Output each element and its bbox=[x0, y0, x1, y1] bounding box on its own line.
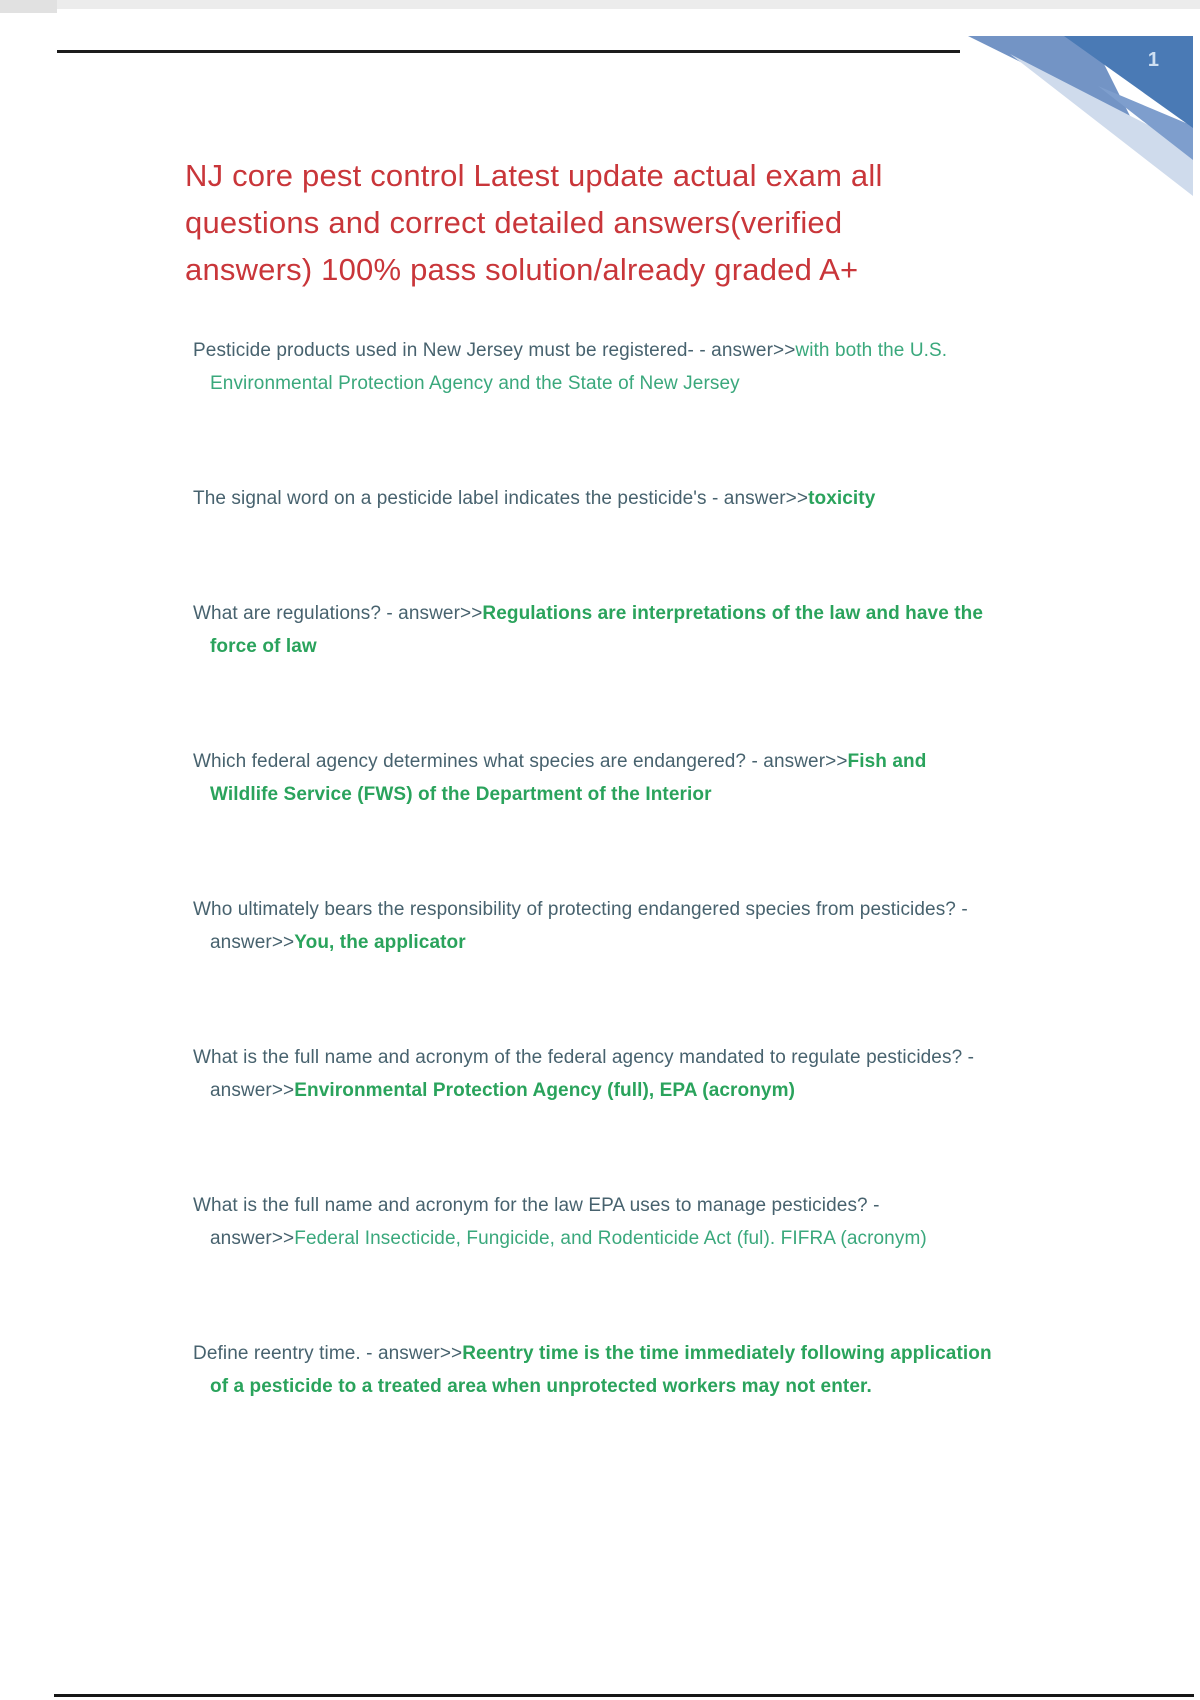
qa-item bbox=[193, 1041, 998, 1107]
window-top-left-corner bbox=[0, 0, 57, 13]
answer-text: Federal Insecticide, Fungicide, and Rodenticide Act (ful). FIFRA (acronym) bbox=[294, 1228, 927, 1249]
answer-text: Environmental Protection Agency (full), EPA (acronym) bbox=[294, 1080, 796, 1101]
answer-text: toxicity bbox=[808, 488, 876, 509]
qa-item bbox=[193, 1189, 998, 1255]
window-top-edge bbox=[0, 0, 1200, 9]
answer-text: Fish and Wildlife Service (FWS) of the Department of the Interior bbox=[210, 751, 927, 805]
question-text: What is the full name and acronym of the federal agency mandated to regulate pesticides? - answer>> bbox=[193, 1047, 975, 1101]
footer-rule bbox=[54, 1694, 1194, 1697]
qa-item bbox=[193, 893, 998, 959]
qa-list bbox=[193, 334, 998, 1485]
qa-item bbox=[193, 482, 998, 515]
page-corner-decoration bbox=[960, 36, 1193, 196]
document-title: NJ core pest control Latest update actual exam all questions and correct detailed answers(verified answers) 100% pass solution/already graded A+ bbox=[185, 158, 883, 287]
answer-text: Reentry time is the time immediately following application of a pesticide to a treated area when unprotected workers may not enter. bbox=[210, 1343, 992, 1397]
answer-text: with both the U.S. Environmental Protection Agency and the State of New Jersey bbox=[210, 340, 948, 394]
question-text: Which federal agency determines what species are endangered? - answer>> bbox=[193, 751, 848, 772]
page-number-badge: 1 bbox=[1147, 49, 1159, 71]
question-text: What are regulations? - answer>> bbox=[193, 603, 483, 624]
qa-item bbox=[193, 1337, 998, 1403]
question-text: The signal word on a pesticide label indicates the pesticide's - answer>> bbox=[193, 488, 809, 509]
qa-item bbox=[193, 334, 998, 400]
answer-text: Regulations are interpretations of the law and have the force of law bbox=[210, 603, 984, 657]
question-text: Pesticide products used in New Jersey must be registered- - answer>> bbox=[193, 340, 796, 361]
answer-text: You, the applicator bbox=[294, 932, 466, 953]
question-text: Define reentry time. - answer>> bbox=[193, 1343, 463, 1364]
question-text: Who ultimately bears the responsibility of protecting endangered species from pesticides? - answer>> bbox=[193, 899, 968, 953]
qa-item bbox=[193, 745, 998, 811]
qa-item bbox=[193, 597, 998, 663]
header-rule bbox=[57, 50, 960, 53]
question-text: What is the full name and acronym for the law EPA uses to manage pesticides? - answer>> bbox=[193, 1195, 880, 1249]
